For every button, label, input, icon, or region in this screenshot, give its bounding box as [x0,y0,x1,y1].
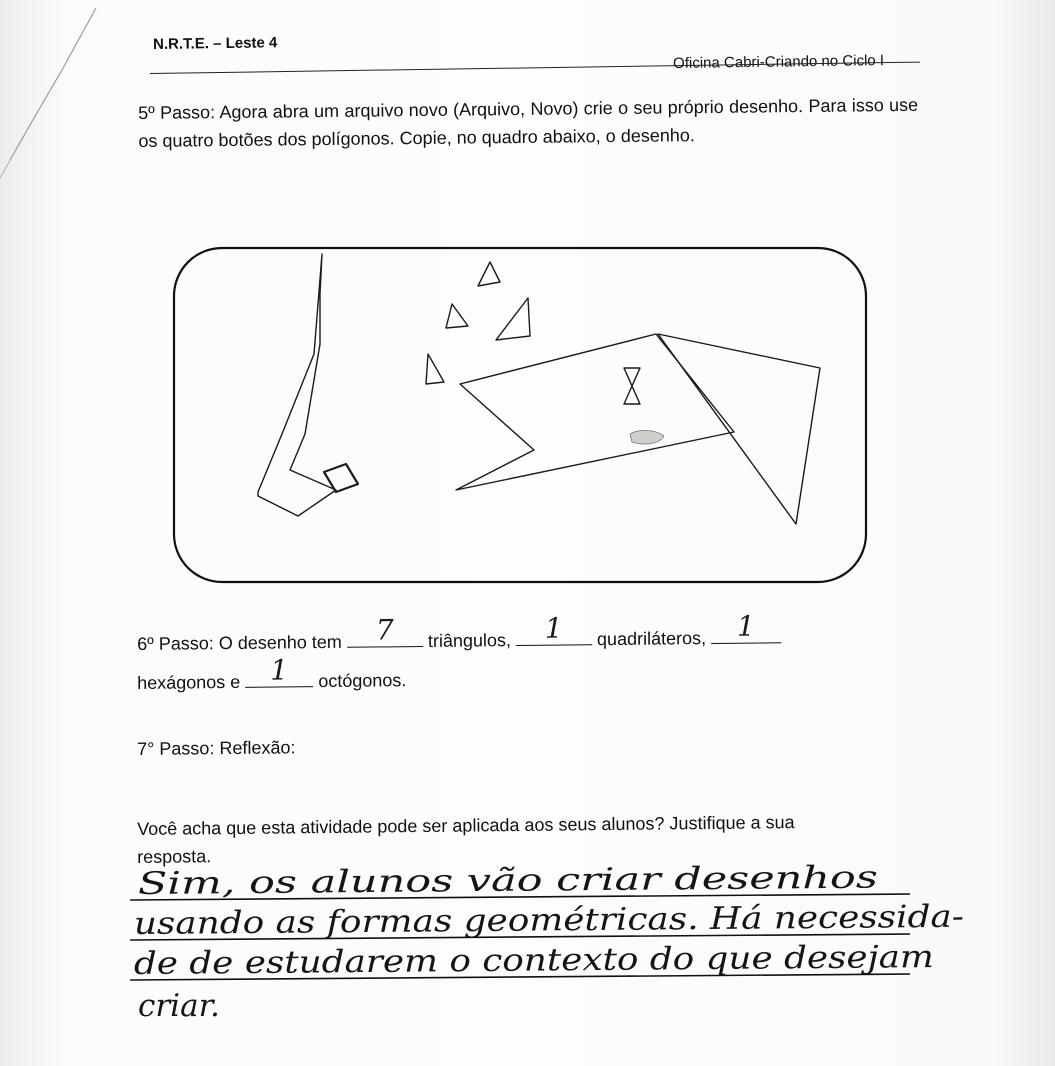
fish-body-shape [456,334,734,490]
tall-sliver-shape [258,254,336,516]
triangle-3 [496,298,530,340]
smudge-mark [630,430,664,444]
reflection-question-line1: Você acha que esta atividade pode ser aplicada aos seus alunos? Justifique a sua [137,812,795,839]
reflection-question-line2: resposta. [137,846,212,867]
hex-count: 1 [736,609,756,643]
header-left-text: N.R.T.E. – Leste 4 [153,34,278,53]
header-right-text: Oficina Cabri-Criando no Ciclo I [673,52,885,72]
triangle-4 [426,354,444,384]
step7-title: 7° Passo: Reflexão: [137,737,296,759]
triangles-count-blank [347,613,423,648]
step6-prefix: 6º Passo: O desenho tem [137,631,342,654]
triangles-count: 7 [375,613,394,647]
answer-line-1: Sim, os alunos vão criar desenhos [137,861,673,902]
handwritten-answer [120,860,980,1050]
small-square-shape [324,464,358,492]
quads-count: 1 [544,611,563,645]
answer-line-4: criar. [138,988,220,1024]
drawing-frame-border [174,248,866,582]
fish-tail-triangle [658,334,820,524]
triangle-2 [446,304,468,328]
triangle-1 [478,262,500,286]
quads-label: quadriláteros, [596,628,707,650]
triangles-label: triângulos, [427,630,512,651]
hand-drawn-shapes [258,254,820,524]
quads-count-blank [516,611,592,646]
oct-count-blank [245,653,313,688]
hex-count-blank [711,609,781,644]
oct-count: 1 [270,653,289,687]
answer-line-3: de de estudarem o contexto do que desejam [133,939,828,982]
answer-line-2: usando as formas geométricas. Há necessida- [133,899,853,942]
step6-line2 [137,653,917,697]
polygon-drawing-frame [160,234,880,604]
step5-instructions: 5º Passo: Agora abra um arquivo novo (Arquivo, Novo) crie o seu próprio desenho. Para isso use os quatro botões dos polígonos. Copie, no quadro abaixo, o desenho. [138,94,919,151]
hex-label: hexágonos e [137,671,241,693]
hourglass-shape [624,368,640,404]
oct-label: octógonos. [318,670,407,692]
step6-line1 [137,609,917,658]
